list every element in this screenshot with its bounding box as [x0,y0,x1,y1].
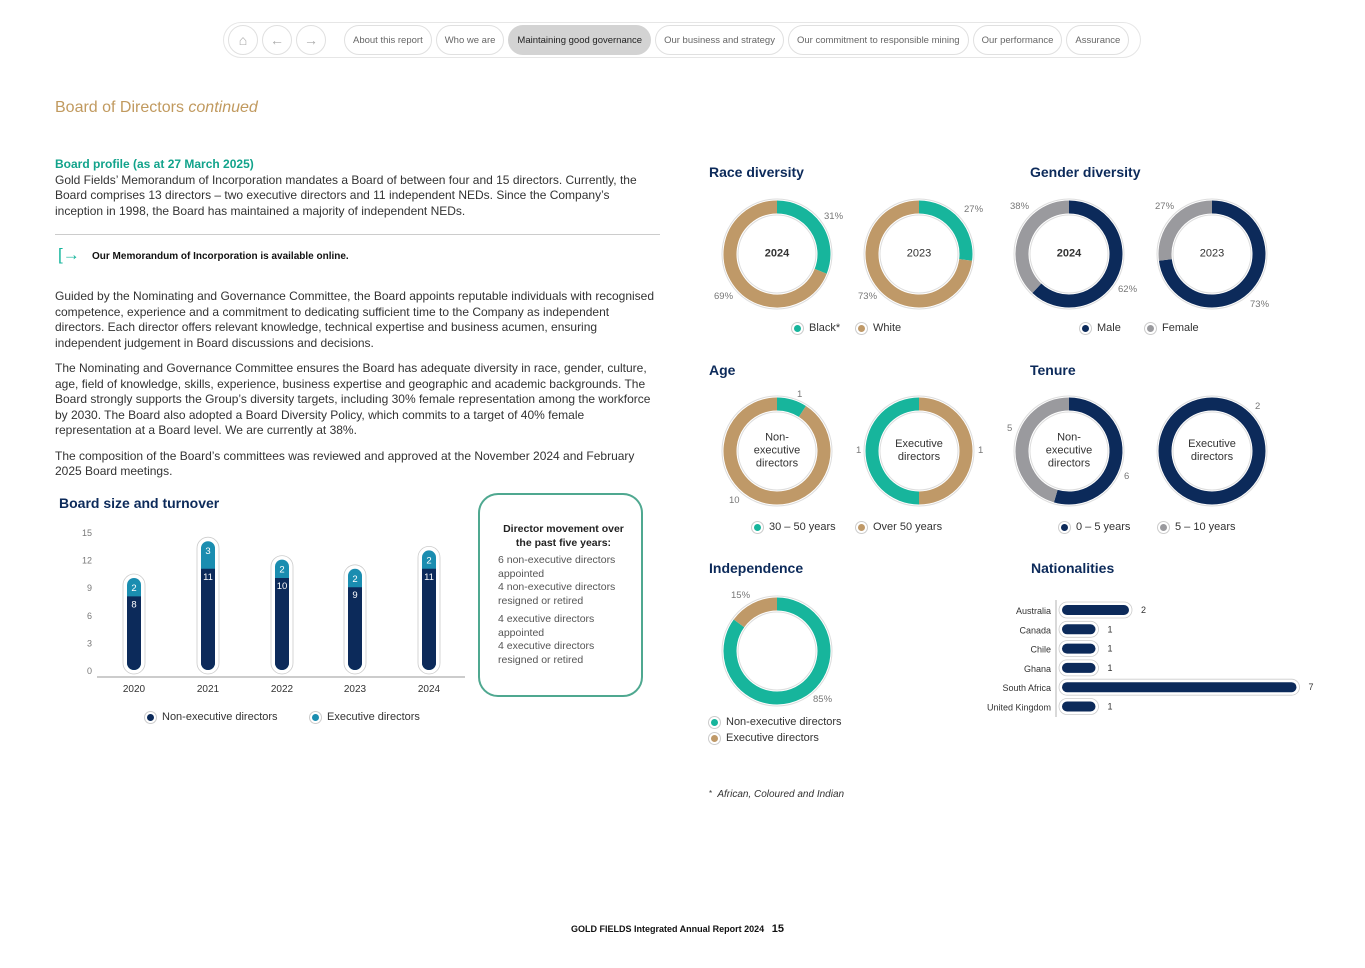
category-label: South Africa [1002,683,1051,694]
legend-white [856,322,901,334]
y-tick-label: 9 [86,583,92,594]
donut-value-label: 85% [813,694,833,705]
legend-label: Over 50 years [873,521,943,533]
nav-tab-business-strategy[interactable]: Our business and strategy [655,25,784,55]
legend-tenure-5-10 [1158,521,1236,533]
legend-age-over-50 [856,521,942,533]
movement-line: 4 non-executive directors resigned or retired [498,581,616,607]
nav-tab-about[interactable]: About this report [344,25,432,55]
legend-female [1145,322,1199,334]
bar-value-label: 11 [424,571,434,583]
nav-tab-responsible-mining[interactable]: Our commitment to responsible mining [788,25,969,55]
nationality-bar [1062,624,1096,634]
x-tick-label: 2020 [122,684,146,695]
nav-tab-assurance[interactable]: Assurance [1066,25,1129,55]
home-icon: ⌂ [238,32,248,48]
bar-value-label: 10 [276,581,288,592]
category-label: Canada [1019,625,1051,636]
external-link-icon: [→ [58,245,80,264]
nationalities-title: Nationalities [1031,560,1115,576]
donut-segment [777,404,802,411]
donut-value-label: 27% [964,204,984,215]
donut-value-label: 38% [1010,201,1030,212]
bar-value-label: 11 [203,571,213,583]
legend-label: Female [1162,322,1199,334]
donut-value-label: 15% [731,590,751,601]
legend-dot [856,522,867,533]
donut-center-label: 2024 [764,247,790,260]
bar-value-label: 1 [1107,662,1113,673]
paragraph: The composition of the Board’s committees was reviewed and approved at the November 2024 and February 2025 Board meetings. [55,448,635,478]
nationality-bar [1062,605,1129,615]
donut-value-label: 73% [858,291,878,302]
paragraph: Guided by the Nominating and Governance Committee, the Board appoints reputable individuals with recognised competence, experience and a commitment to dedicating sufficient time to the Company as independent directors. Each director offers relevant knowledge, technical expertise and business acumen, ensuring independent judgement in Board discussions and decisions. [55,289,655,350]
footer-text: GOLD FIELDS Integrated Annual Report 2024 [571,924,765,934]
profile-text: Gold Fields’ Memorandum of Incorporation mandates a Board of between four and 15 directors. Currently, the Board comprises 13 directors – two executive directors and 11 independent NEDs. Since the Company’s inception in 1998, the Board has maintained a majority of independent NEDs. [55,172,637,218]
title-main: Board of Directors [55,99,184,116]
bar-value-label: 1 [1107,643,1113,654]
donut-center-label: 2023 [906,247,932,260]
footnote [709,789,844,800]
movement-line: 4 executive directors appointed [498,613,595,639]
legend-label: 30 – 50 years [769,521,836,533]
page-number: 15 [771,923,784,935]
arrow-left-icon: ← [270,32,284,48]
legend-tenure-0-5 [1059,521,1130,533]
legend-dot [1158,522,1169,533]
y-tick-label: 0 [86,666,92,676]
arrow-right-icon: → [304,32,318,48]
legend-label: Executive directors [726,732,819,744]
donut-value-label: 62% [1118,284,1138,295]
nav-tab-performance[interactable]: Our performance [973,25,1063,55]
age-title: Age [709,362,736,378]
bar-value-label: 2 [352,573,358,585]
tenure-title: Tenure [1030,362,1076,378]
bar-value-label: 1 [1107,701,1113,712]
nav-tab-governance[interactable]: Maintaining good governance [508,25,651,55]
legend-dot [856,323,867,334]
donut-value-label: 1 [856,445,862,456]
donut-center-label: Executive directors [895,438,943,463]
footer [571,923,784,935]
legend-executive [709,732,819,744]
legend-label: White [873,322,902,334]
legend-dot [709,733,720,744]
legend-male [1080,322,1121,334]
x-tick-label: 2023 [343,684,367,695]
bar-value-label: 2 [426,555,432,567]
legend-dot [1080,323,1091,334]
movement-heading: Director movement over the past five years: [503,523,624,549]
donut-value-label: 5 [1007,423,1013,434]
board-size-title: Board size and turnover [59,495,220,511]
donut-value-label: 27% [1155,201,1175,212]
donut-center-label: 2024 [1056,247,1082,260]
paragraph: The Nominating and Governance Committee ensures the Board has adequate diversity in race, gender, culture, age, field of knowledge, skills, experience, business expertise and geographic and academic backgrounds. The Board strongly supports the Group’s diversity targets, including 30% female representation among the workforce by 2030. The Board also adopted a Board Diversity Policy, which commits to a target of 40% female representation at a Board level. We are currently at 38%. [55,361,651,437]
donut-value-label: 69% [714,291,734,302]
category-label: United Kingdom [986,702,1051,713]
y-tick-label: 3 [86,638,92,649]
donut-value-label: 31% [824,211,844,222]
category-label: Ghana [1023,663,1051,674]
donut-value-label: 1 [797,389,803,400]
moi-link[interactable]: Our Memorandum of Incorporation is available online. [92,251,349,262]
donut-value-label: 10 [729,495,740,506]
bar-value-label: 9 [352,590,358,602]
category-label: Australia [1015,606,1051,616]
movement-line: 6 non-executive directors appointed [498,554,616,580]
gender-title: Gender diversity [1030,164,1141,180]
legend-dot [752,522,763,533]
y-tick-label: 12 [81,555,92,566]
donut-center-label: Executive directors [1188,438,1236,463]
legend-dot [1059,522,1070,533]
legend-label: Black* [809,322,841,334]
legend-label: Non-executive directors [162,711,278,723]
independence-title: Independence [709,560,804,576]
legend-age-30-50 [752,521,836,533]
nationality-bar [1062,702,1096,712]
bar-value-label: 7 [1308,682,1314,693]
x-tick-label: 2022 [270,684,294,695]
donut-center-label: Non-executive directors [753,431,801,470]
legend-dot [1145,323,1156,334]
nationalities-chart [960,595,1340,720]
title-suffix: continued [188,99,258,116]
bar-value-label: 2 [279,564,285,576]
x-tick-label: 2021 [196,684,220,695]
legend-label: Male [1097,322,1121,334]
nationality-bar [1062,644,1096,654]
legend-dot [792,323,803,334]
category-label: Chile [1030,644,1051,655]
bar-value-label: 3 [205,546,211,558]
y-tick-label: 6 [86,610,92,621]
bar-value-label: 2 [1141,605,1147,615]
legend-dot [709,717,720,728]
donut-value-label: 1 [978,445,984,456]
legend-label: 0 – 5 years [1076,521,1131,533]
bar-value-label: 8 [131,599,137,611]
profile-heading: Board profile (as at 27 March 2025) [55,157,254,171]
donut-inner-ring [738,612,816,690]
donut-center-label: 2023 [1199,247,1225,260]
footnote-mark: * [709,789,713,798]
donut-value-label: 6 [1124,471,1130,482]
legend-label: 5 – 10 years [1175,521,1236,533]
y-tick-label: 15 [81,528,92,538]
movement-line: 4 executive directors resigned or retired [498,640,595,666]
nav-tab-who-we-are[interactable]: Who we are [436,25,505,55]
donut-center-label: Non-executive directors [1045,431,1093,470]
nationality-bar [1062,682,1297,692]
footnote-text: African, Coloured and Indian [717,789,845,800]
donut-value-label: 2 [1255,401,1261,412]
legend-label: Non-executive directors [726,716,842,728]
legend-label: Executive directors [327,711,420,723]
race-title: Race diversity [709,164,804,180]
legend-independent [709,716,842,728]
donut-value-label: 73% [1250,299,1270,310]
bar-value-label: 2 [131,583,137,594]
bar-value-label: 1 [1107,624,1113,635]
legend-black [792,322,840,334]
nationality-bar [1062,663,1096,673]
x-tick-label: 2024 [417,684,441,695]
